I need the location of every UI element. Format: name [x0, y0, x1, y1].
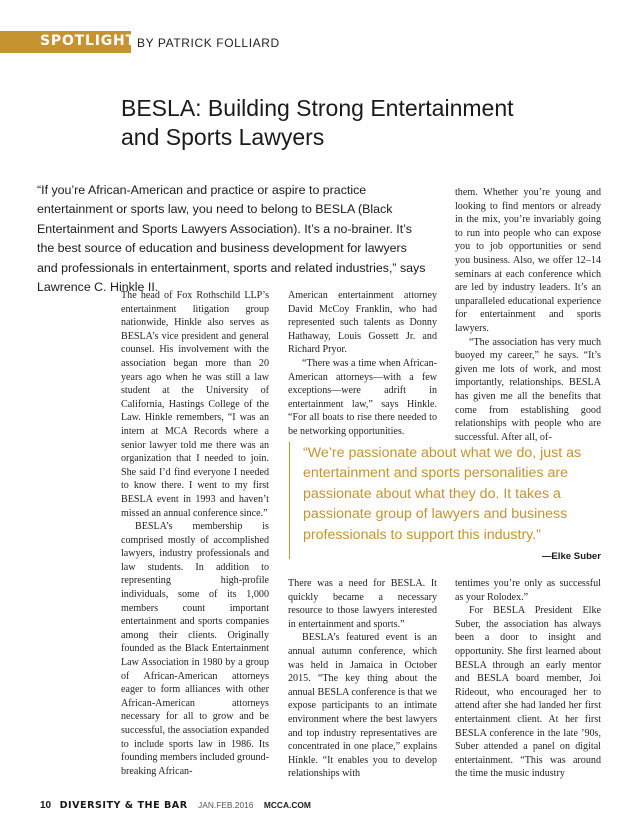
body-paragraph: “There was a time when African-American attorneys—with a few exceptions—were adrift in entertainment law,” says Hinkle. “For all boats to rise there needed to be networking opportunities. — [288, 357, 437, 437]
issue-date: JAN.FEB.2016 — [198, 800, 254, 810]
body-column-1 — [121, 289, 269, 778]
pullquote-attribution: —Elke Suber — [541, 551, 601, 562]
body-paragraph: “The association has very much buoyed my career,” he says. “It’s given me lots of work, and most importantly, relationships. BESLA has given me all the benefits that come from establishing good relationships with people who are successful. After all, of- — [455, 336, 601, 443]
body-column-2-bottom — [288, 577, 437, 781]
website: MCCA.COM — [263, 800, 311, 810]
page-footer — [40, 795, 311, 813]
body-paragraph: The head of Fox Rothschild LLP’s entertainment litigation group nationwide, Hinkle also serves as BESLA’s vice president and general counsel. His involvement with the association began more than 20 years ago when he was still a law student at the University of California, Hastings College of the Law. Hinkle remembers, “I was an intern at MCA Records where a senior lawyer told me there was an organization that I needed to join. She said I’d find everyone I needed to know there. I went to my first BESLA event in 1993 and haven’t missed an annual conference since.” — [121, 290, 269, 519]
body-paragraph: For BESLA President Elke Suber, the association has always been a door to insight and opportunity. She first learned about BESLA through an early mentor and BESLA board member, Joi Rideout, who encouraged her to attend after she had landed her first entertainment client. At her first BESLA conference in the late ’90s, Suber attended a panel on digital entertainment. “This was around the time the music industry — [455, 605, 601, 780]
pullquote-rule — [289, 442, 290, 559]
body-column-2-top — [288, 289, 437, 439]
body-paragraph: BESLA’s membership is comprised mostly of accomplished lawyers, industry professionals and law students. In addition to representing high-profile individuals, some of its 1,000 members count important entertainment and sports companies among their clients. Originally founded as the Black Entertainment Law Association in 1980 by a group of African-American attorneys eager to form alliances with other African-American attorneys necessary for all to grow and be successful, the association expanded to include sports law in 1986. Its founding members included ground-breaking African- — [121, 521, 269, 777]
body-column-3-bottom — [455, 577, 601, 781]
byline: BY PATRICK FOLLIARD — [137, 36, 280, 50]
body-paragraph: BESLA’s featured event is an annual autumn conference, which was held in Jamaica in October 2015. “The key thing about the annual BESLA conference is that we expose participants to an intimate environment where the best lawyers and top industry representatives are concentrated in one place,” explains Hinkle. “It enables you to develop relationships with — [288, 632, 437, 780]
section-label: SPOTLIGHTING — [40, 33, 167, 49]
page-number: 10 — [40, 800, 52, 811]
body-paragraph: them. Whether you’re young and looking to find mentors or already in the mix, you’re invariably going to run into people who can expose you to job opportunities or send you business. Also, we offer 12–14 seminars at each conference which are led by industry leaders. It’s an unparalleled educational experience for entertainment and sports lawyers. — [455, 187, 601, 334]
body-paragraph: tentimes you’re only as successful as your Rolodex.” — [455, 578, 601, 603]
magazine-name: DIVERSITY & THE BAR — [59, 800, 188, 811]
body-column-3-top — [455, 186, 601, 444]
body-paragraph: There was a need for BESLA. It quickly became a necessary resource to those lawyers interested in entertainment and sports.” — [288, 578, 437, 630]
article-headline: BESLA: Building Strong Entertainment and Sports Lawyers — [121, 95, 514, 150]
body-paragraph: American entertainment attorney David McCoy Franklin, who had represented such talents as Donny Hathaway, Louis Gossett Jr. and Richard Pryor. — [288, 290, 437, 356]
pullquote-text: “We’re passionate about what we do, just as entertainment and sports personalities are passionate about what they do. It takes a passionate group of lawyers and business professionals to support this industry.” — [303, 445, 582, 543]
lead-paragraph: “If you’re African-American and practice or aspire to practice entertainment or sports law, you need to belong to BESLA (Black Entertainment and Sports Lawyers Association). It’s a no-brainer. It’s the best source of education and business development for lawyers and professionals in entertainment, sports and related industries,” says Lawrence C. Hinkle II. — [37, 183, 426, 295]
